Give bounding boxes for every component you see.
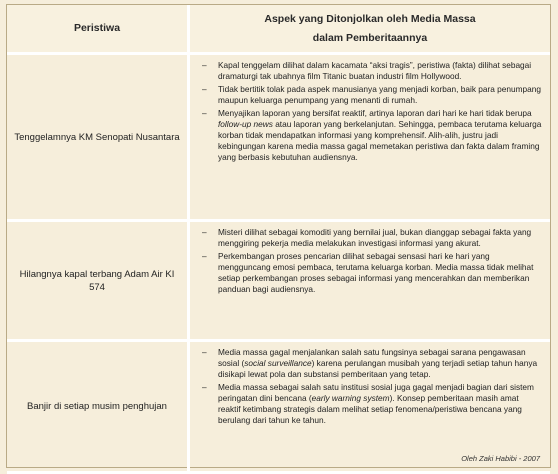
list-item: – Menyajikan laporan yang bersifat reaktif, artinya laporan dari hari ke hari tidak berupa follow-up news atau laporan yang berkelanjutan. Sehingga, pembaca terutama keluarga korban tidak mendapatkan informasi yang komprehensif. Alih-alih, justru jadi kebingungan karena media massa gagal memetakan peristiwa dan fakta dalam framing yang berbasis kebutuhan audiensnya. (202, 108, 542, 162)
event-cell: Banjir di setiap musim penghujan (7, 342, 190, 474)
table-row (7, 55, 550, 222)
list-item: – Media massa gagal menjalankan salah satu fungsinya sebagai sarana pengawasan sosial (social surveillance) karena perulangan musibah yang terjadi setiap tahun hanya disikapi lewat pola dan substansi pemberitaan yang tetap. (202, 347, 538, 379)
list-item: – Misteri dilihat sebagai komoditi yang bernilai jual, bukan dianggap sebagai fakta yang menggiring pekerja media melakukan investigasi informasi yang akurat. (202, 227, 532, 248)
table-frame (6, 4, 551, 468)
table-header-row (7, 5, 550, 55)
header-aspects-line1: Aspek yang Ditonjolkan oleh Media Massa (264, 12, 476, 25)
list-item: – Kapal tenggelam dilihat dalam kacamata “aksi tragis”, peristiwa (fakta) dilihat sebagai dramaturgi tak ubahnya film Titanic buatan industri film Hollywood. (202, 60, 532, 81)
header-aspects-line2: dalam Pemberitaannya (312, 31, 428, 44)
header-event-label: Peristiwa (73, 22, 121, 34)
aspects-cell (190, 55, 550, 222)
list-item: – Tidak bertitik tolak pada aspek manusianya yang menjadi korban, baik para penumpang maupun keluarga penumpang yang menanti di rumah. (202, 84, 542, 105)
header-aspects (190, 5, 550, 55)
table-row (7, 222, 550, 342)
list-item: – Media massa sebagai salah satu institusi sosial juga gagal menjadi bagian dari sistem peringatan dini bencana (early warning system). Konsep pemberitaan masih amat reaktif ketimbang strategis dalam melihat setiap fenomena/peristiwa bencana yang berulang dari tahun ke tahun. (202, 382, 534, 425)
event-cell: Hilangnya kapal terbang Adam Air KI 574 (7, 222, 190, 342)
media-coverage-table (7, 5, 550, 474)
event-cell: Tenggelamnya KM Senopati Nusantara (7, 55, 190, 222)
author-credit: Oleh Zaki Habibi - 2007 (461, 454, 540, 463)
list-item: – Perkembangan proses pencarian dilihat sebagai sensasi hari ke hari yang mengguncang emosi pembaca, terutama keluarga korban. Media massa tidak melihat setiap perkembangan proses sebagai informasi yang mencerahkan dan memberikan panduan bagi audiensnya. (202, 251, 534, 294)
header-event (7, 5, 190, 55)
aspects-cell (190, 222, 550, 342)
